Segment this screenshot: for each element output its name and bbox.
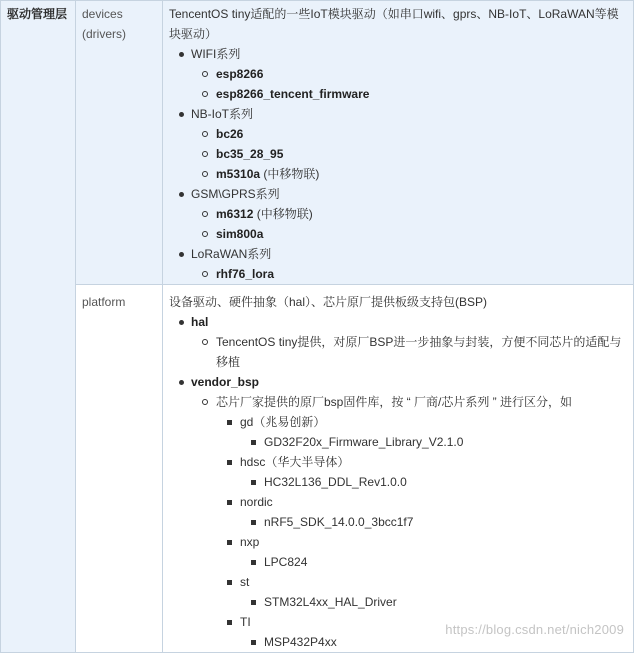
- list-item: [169, 312, 627, 372]
- hal-desc-list: [191, 332, 627, 372]
- list-item: [191, 164, 627, 184]
- vendor-lib: HC32L136_DDL_Rev1.0.0: [264, 475, 407, 489]
- module-desc-cell: [163, 285, 634, 653]
- device-name: esp8266: [216, 67, 264, 81]
- device-name: esp8266_tencent_firmware: [216, 87, 370, 101]
- list-item: [191, 392, 627, 652]
- category-cell: [1, 1, 76, 653]
- list-item: [240, 432, 627, 452]
- list-item: [191, 224, 627, 244]
- list-item: [169, 244, 627, 284]
- vendor-name: TI: [240, 615, 251, 629]
- vendor-lib-list: [240, 552, 627, 572]
- table-row-platform: [1, 285, 634, 653]
- list-item: [191, 204, 627, 224]
- list-item: [169, 184, 627, 244]
- platform-part-list: [169, 312, 627, 652]
- module-intro: TencentOS tiny适配的一些IoT模块驱动（如串口wifi、gprs、NB-IoT、LoRaWAN等模块驱动）: [169, 7, 619, 41]
- vendor-lib: GD32F20x_Firmware_Library_V2.1.0: [264, 435, 464, 449]
- vendor-lib: MSP432P4xx: [264, 635, 337, 649]
- list-item: [240, 592, 627, 612]
- device-list: [191, 264, 627, 284]
- list-item: [216, 572, 627, 612]
- hal-label: hal: [191, 315, 209, 329]
- vendor-name: nxp: [240, 535, 260, 549]
- device-name: m5310a: [216, 167, 261, 181]
- vendor-lib-list: [240, 592, 627, 612]
- list-item: [240, 512, 627, 532]
- list-item: [240, 552, 627, 572]
- list-item: [191, 84, 627, 104]
- table-row-devices: [1, 1, 634, 285]
- list-item: [169, 372, 627, 652]
- device-group-list: [169, 44, 627, 284]
- vendor-lib-list: [240, 432, 627, 452]
- list-item: [191, 124, 627, 144]
- module-name: platform: [82, 295, 126, 309]
- vendor-list: [216, 412, 627, 652]
- group-label: WIFI系列: [191, 47, 241, 61]
- vendor-lib: STM32L4xx_HAL_Driver: [264, 595, 397, 609]
- device-list: [191, 124, 627, 184]
- list-item: [216, 452, 627, 492]
- device-note: (中移物联): [256, 207, 313, 221]
- list-item: [191, 64, 627, 84]
- vendor-name: st: [240, 575, 250, 589]
- list-item: [216, 412, 627, 452]
- device-note: (中移物联): [263, 167, 320, 181]
- device-list: [191, 64, 627, 104]
- list-item: [240, 472, 627, 492]
- list-item: [191, 144, 627, 164]
- module-name-line: devices: [82, 7, 123, 21]
- list-item: [216, 532, 627, 572]
- vendor-name: hdsc（华大半导体）: [240, 455, 350, 469]
- module-desc-cell: [163, 1, 634, 285]
- group-label: GSM\GPRS系列: [191, 187, 280, 201]
- device-name: m6312: [216, 207, 254, 221]
- vendor-lib-list: [240, 472, 627, 492]
- vendor-lib: nRF5_SDK_14.0.0_3bcc1f7: [264, 515, 414, 529]
- vendor-lib: LPC824: [264, 555, 308, 569]
- list-item: [191, 332, 627, 372]
- module-name-cell: [76, 1, 163, 285]
- category-label: 驱动管理层: [7, 7, 68, 21]
- vendor-bsp-label: vendor_bsp: [191, 375, 260, 389]
- list-item: [169, 104, 627, 184]
- device-name: rhf76_lora: [216, 267, 275, 281]
- vendor-lib-list: [240, 512, 627, 532]
- hal-desc: TencentOS tiny提供，对原厂BSP进一步抽象与封装，方便不同芯片的适配与移植: [216, 335, 622, 369]
- device-list: [191, 204, 627, 244]
- group-label: NB-IoT系列: [191, 107, 254, 121]
- group-label: LoRaWAN系列: [191, 247, 272, 261]
- vendor-desc: 芯片厂家提供的原厂bsp固件库，按 “ 厂商/芯片系列 ” 进行区分，如: [216, 395, 573, 409]
- module-name-line: (drivers): [82, 27, 126, 41]
- device-name: sim800a: [216, 227, 264, 241]
- module-intro: 设备驱动、硬件抽象（hal）、芯片原厂提供板级支持包(BSP): [169, 295, 488, 309]
- vendor-desc-list: [191, 392, 627, 652]
- watermark: https://blog.csdn.net/nich2009: [445, 622, 624, 637]
- device-name: bc35_28_95: [216, 147, 284, 161]
- vendor-name: gd（兆易创新）: [240, 415, 326, 429]
- module-name-cell: [76, 285, 163, 653]
- list-item: [169, 44, 627, 104]
- list-item: [216, 492, 627, 532]
- list-item: [191, 264, 627, 284]
- device-name: bc26: [216, 127, 244, 141]
- vendor-name: nordic: [240, 495, 273, 509]
